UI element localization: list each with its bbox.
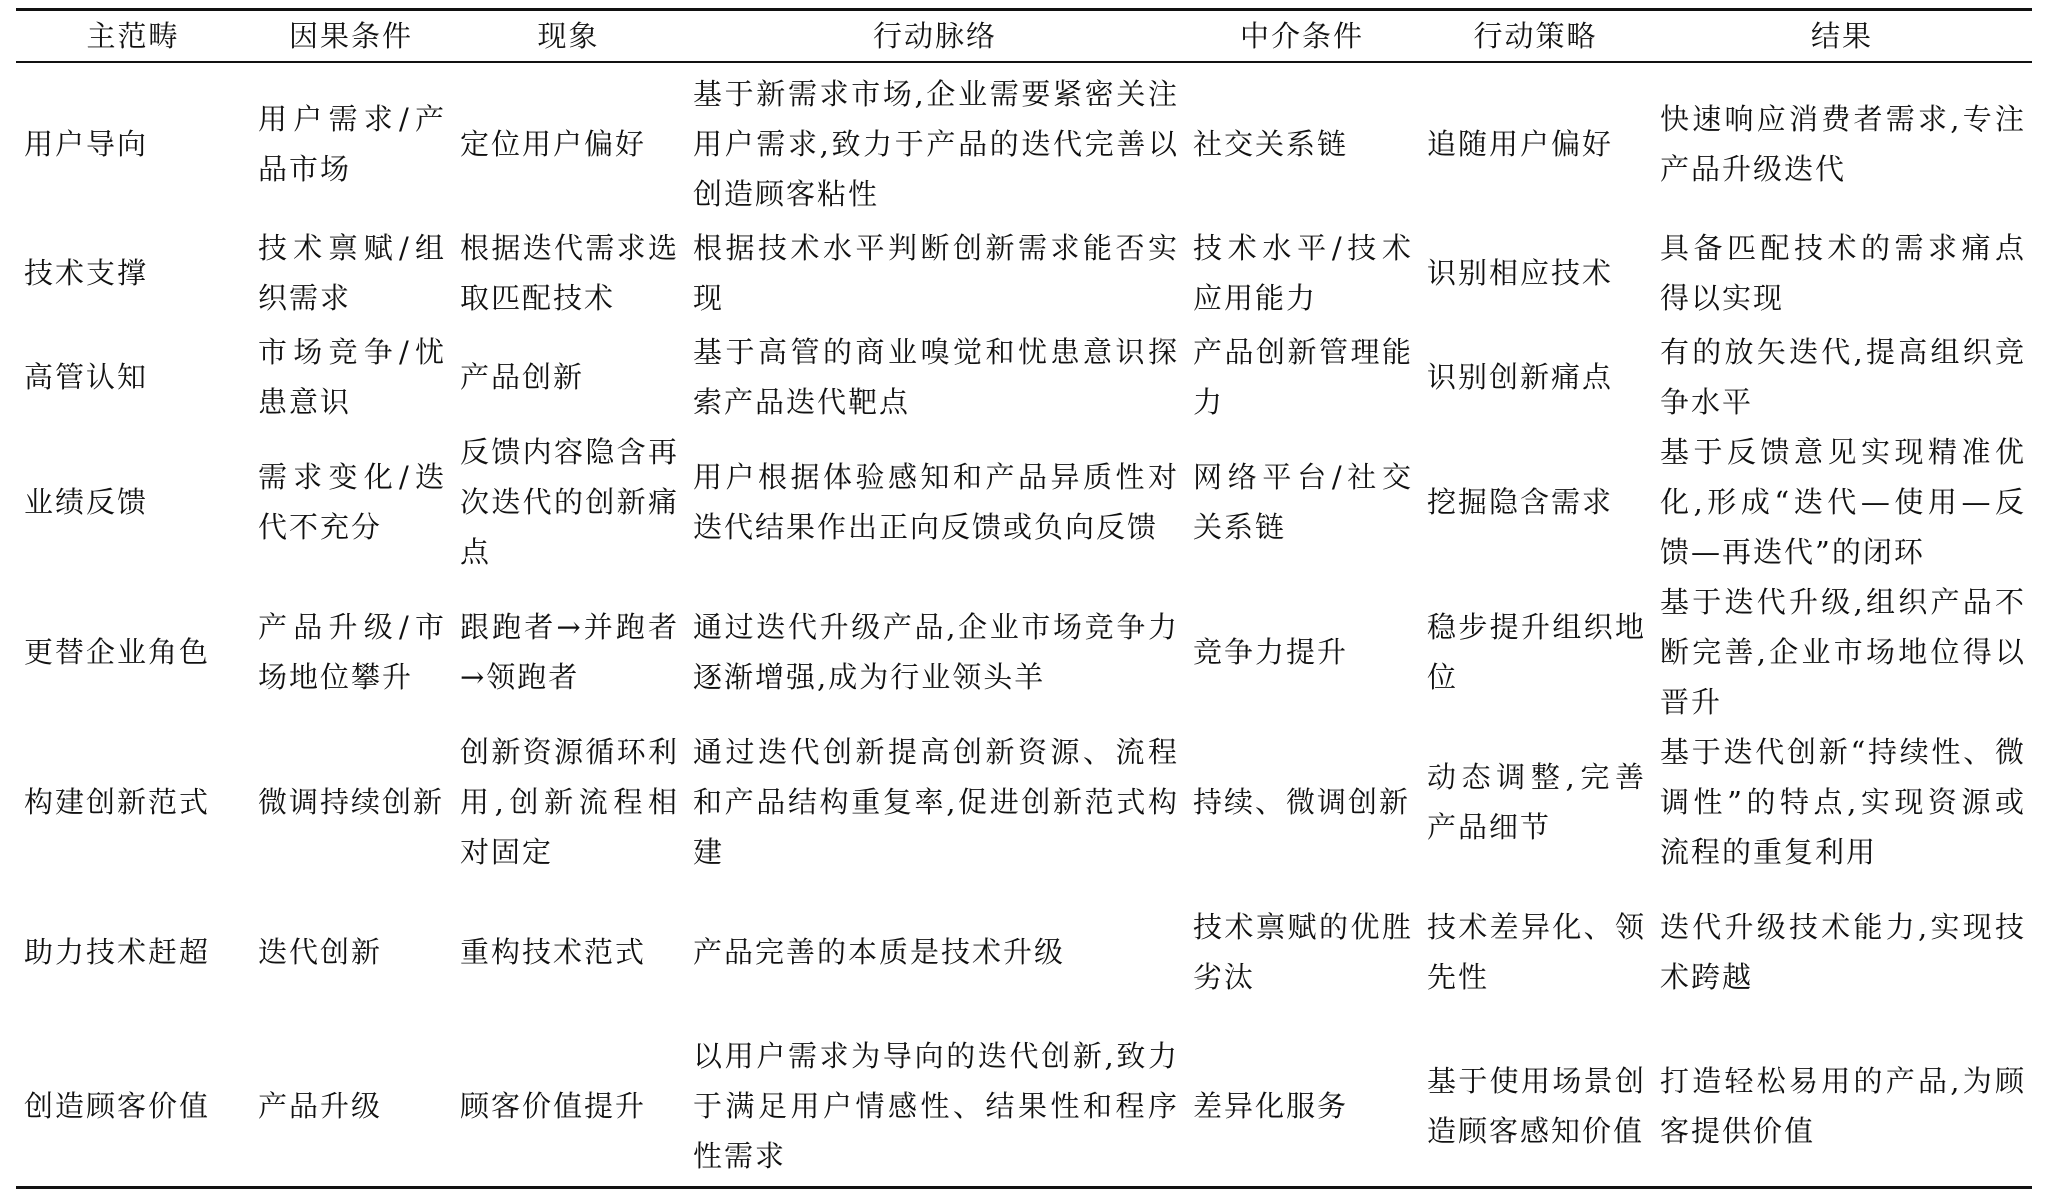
table-row (16, 427, 2032, 577)
table-row (16, 219, 2032, 327)
table-cell: 技术差异化、领先性 (1427, 910, 1646, 994)
table-cell: 技术禀赋/组织需求 (258, 231, 446, 315)
table-cell: 反馈内容隐含再次迭代的创新痛点 (460, 435, 679, 569)
table-cell: 创新资源循环利用,创新流程相对固定 (460, 735, 679, 869)
table-row (16, 877, 2032, 1027)
table-cell: 迭代创新 (258, 935, 383, 969)
table-cell: 竞争力提升 (1193, 635, 1349, 669)
header-main-category: 主范畴 (86, 19, 180, 53)
table-cell: 社交关系链 (1193, 127, 1349, 161)
table-cell: 根据迭代需求选取匹配技术 (460, 231, 679, 315)
table-cell: 追随用户偏好 (1427, 127, 1614, 161)
table-cell: 高管认知 (24, 360, 149, 394)
table-cell: 基于迭代升级,组织产品不断完善,企业市场地位得以晋升 (1660, 585, 2026, 719)
table-cell: 更替企业角色 (24, 635, 211, 669)
header-intervening-condition: 中介条件 (1239, 19, 1364, 53)
paradigm-table-container (16, 8, 2032, 1189)
table-cell: 动态调整,完善产品细节 (1427, 760, 1646, 844)
table-cell: 产品升级 (258, 1089, 383, 1124)
table-cell: 跟跑者→并跑者→领跑者 (460, 610, 679, 694)
table-cell: 识别创新痛点 (1427, 360, 1614, 394)
table-cell: 稳步提升组织地位 (1427, 610, 1646, 694)
table-row (16, 62, 2032, 219)
table-cell: 基于高管的商业嗅觉和忧患意识探索产品迭代靶点 (693, 335, 1179, 419)
table-cell: 定位用户偏好 (460, 127, 647, 161)
table-cell: 助力技术赶超 (24, 935, 211, 969)
table-cell: 用户导向 (24, 127, 149, 161)
table-cell: 技术水平/技术应用能力 (1193, 231, 1413, 315)
table-cell: 重构技术范式 (460, 935, 647, 969)
header-context: 行动脉络 (872, 19, 997, 53)
table-cell: 顾客价值提升 (460, 1089, 647, 1124)
table-cell: 用户需求/产品市场 (258, 102, 446, 186)
table-cell: 技术支撑 (24, 256, 149, 290)
header-action-strategy: 行动策略 (1473, 19, 1598, 53)
table-cell: 市场竞争/忧患意识 (258, 335, 446, 419)
table-cell: 识别相应技术 (1427, 256, 1614, 290)
table-header (16, 10, 2032, 63)
table-cell: 打造轻松易用的产品,为顾客提供价值 (1660, 1064, 2026, 1149)
paradigm-model-table (16, 8, 2032, 1189)
table-cell: 构建创新范式 (24, 785, 211, 819)
table-cell: 持续、微调创新 (1193, 785, 1411, 819)
table-cell: 挖掘隐含需求 (1427, 485, 1614, 519)
table-cell: 通过迭代升级产品,企业市场竞争力逐渐增强,成为行业领头羊 (693, 610, 1179, 694)
table-cell: 基于使用场景创造顾客感知价值 (1427, 1064, 1646, 1149)
table-cell: 业绩反馈 (24, 485, 149, 519)
table-cell: 网络平台/社交关系链 (1193, 460, 1413, 544)
table-cell: 快速响应消费者需求,专注产品升级迭代 (1660, 102, 2026, 186)
table-row (16, 577, 2032, 727)
header-result: 结果 (1810, 19, 1873, 53)
table-cell: 基于迭代创新“持续性、微调性”的特点,实现资源或流程的重复利用 (1660, 735, 2026, 869)
table-cell: 以用户需求为导向的迭代创新,致力于满足用户情感性、结果性和程序性需求 (693, 1039, 1179, 1174)
header-row (16, 10, 2032, 63)
table-cell: 创造顾客价值 (24, 1089, 211, 1124)
table-body (16, 62, 2032, 1187)
table-row (16, 327, 2032, 427)
table-cell: 迭代升级技术能力,实现技术跨越 (1660, 910, 2026, 994)
table-cell: 用户根据体验感知和产品异质性对迭代结果作出正向反馈或负向反馈 (693, 460, 1179, 544)
table-cell: 产品升级/市场地位攀升 (258, 610, 446, 694)
table-cell: 需求变化/迭代不充分 (258, 460, 446, 544)
table-cell: 微调持续创新 (258, 785, 445, 819)
table-cell: 技术禀赋的优胜劣汰 (1193, 910, 1413, 994)
table-cell: 基于新需求市场,企业需要紧密关注用户需求,致力于产品的迭代完善以创造顾客粘性 (693, 77, 1179, 211)
table-row (16, 1027, 2032, 1187)
table-cell: 根据技术水平判断创新需求能否实现 (693, 231, 1179, 315)
table-cell: 通过迭代创新提高创新资源、流程和产品结构重复率,促进创新范式构建 (693, 735, 1179, 869)
header-phenomenon: 现象 (537, 19, 600, 53)
table-cell: 有的放矢迭代,提高组织竞争水平 (1660, 335, 2026, 419)
table-cell: 基于反馈意见实现精准优化,形成“迭代—使用—反馈—再迭代”的闭环 (1660, 435, 2026, 569)
table-cell: 产品完善的本质是技术升级 (693, 935, 1066, 969)
table-cell: 具备匹配技术的需求痛点得以实现 (1660, 231, 2026, 315)
table-cell: 差异化服务 (1193, 1089, 1349, 1124)
table-row (16, 727, 2032, 877)
table-cell: 产品创新管理能力 (1193, 335, 1413, 419)
table-cell: 产品创新 (460, 360, 585, 394)
header-causal-condition: 因果条件 (288, 19, 413, 53)
